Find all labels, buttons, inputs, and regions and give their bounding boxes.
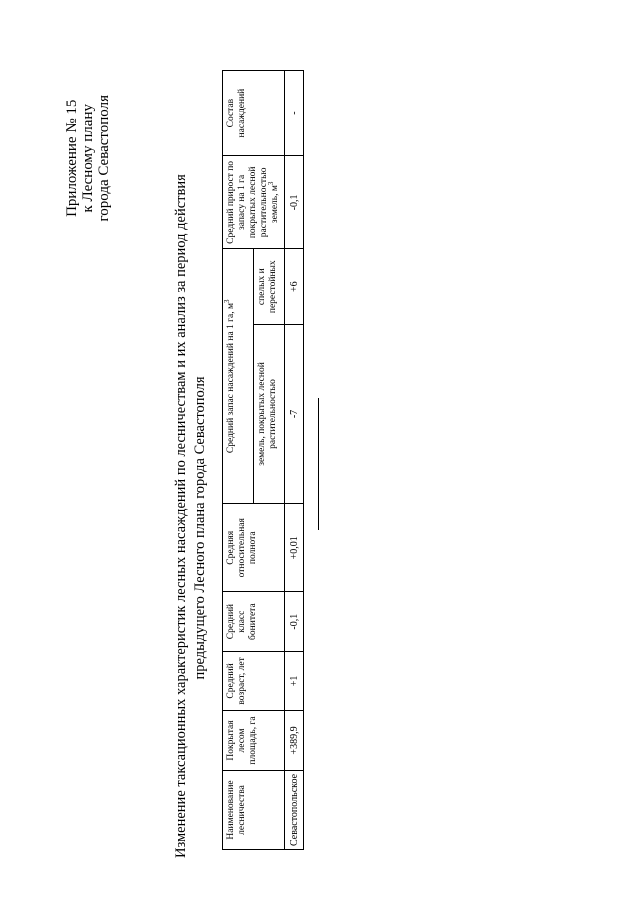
document-title (172, 174, 210, 858)
header-name: Наименование лесничества (223, 770, 285, 849)
header-bonitet: Средний класс бонитета (223, 592, 285, 651)
closing-rule (318, 398, 319, 530)
appendix-block (64, 95, 112, 222)
header-stock-all: земель, покрытых лесной растительностью (254, 324, 285, 503)
header-composition: Состав насаждений (223, 71, 285, 156)
cell-density: +0,01 (285, 504, 304, 592)
header-area: Покрытая лесом площадь, га (223, 711, 285, 771)
taxation-table (222, 70, 304, 850)
appendix-line-1: Приложение № 15 (64, 99, 80, 217)
cell-area: +389,9 (285, 711, 304, 771)
cell-age: +1 (285, 651, 304, 710)
cell-composition: - (285, 71, 304, 156)
cell-stock-all: -7 (285, 324, 304, 503)
header-density: Средняя относительная полнота (223, 504, 285, 592)
header-stock-sup: 3 (222, 299, 231, 303)
header-stock-ripe: спелых и перестойных (254, 249, 285, 324)
header-stock-group-label: Средний запас насаждений на 1 га, м (226, 302, 236, 454)
cell-bonitet: -0,1 (285, 592, 304, 651)
cell-stock-ripe: +6 (285, 249, 304, 324)
title-line-1: Изменение таксационных характеристик лесных насаждений по лесничествам и их анализ за период действия (173, 174, 189, 858)
header-growth (223, 156, 285, 249)
header-growth-sup: 3 (266, 181, 275, 186)
table-row (285, 71, 304, 850)
header-age: Средний возраст, лет (223, 651, 285, 710)
cell-growth: -0,1 (285, 156, 304, 249)
header-growth-label: Средний прирост по запасу на 1 га покрытых лесной растительностью земель, м (226, 160, 280, 244)
header-stock-group (223, 249, 254, 504)
cell-name: Севастопольское (285, 770, 304, 849)
appendix-line-2: к Лесному плану (80, 104, 96, 213)
appendix-line-3: города Севастополя (96, 95, 112, 222)
title-line-2: предыдущего Лесного плана города Севастополя (192, 376, 208, 680)
